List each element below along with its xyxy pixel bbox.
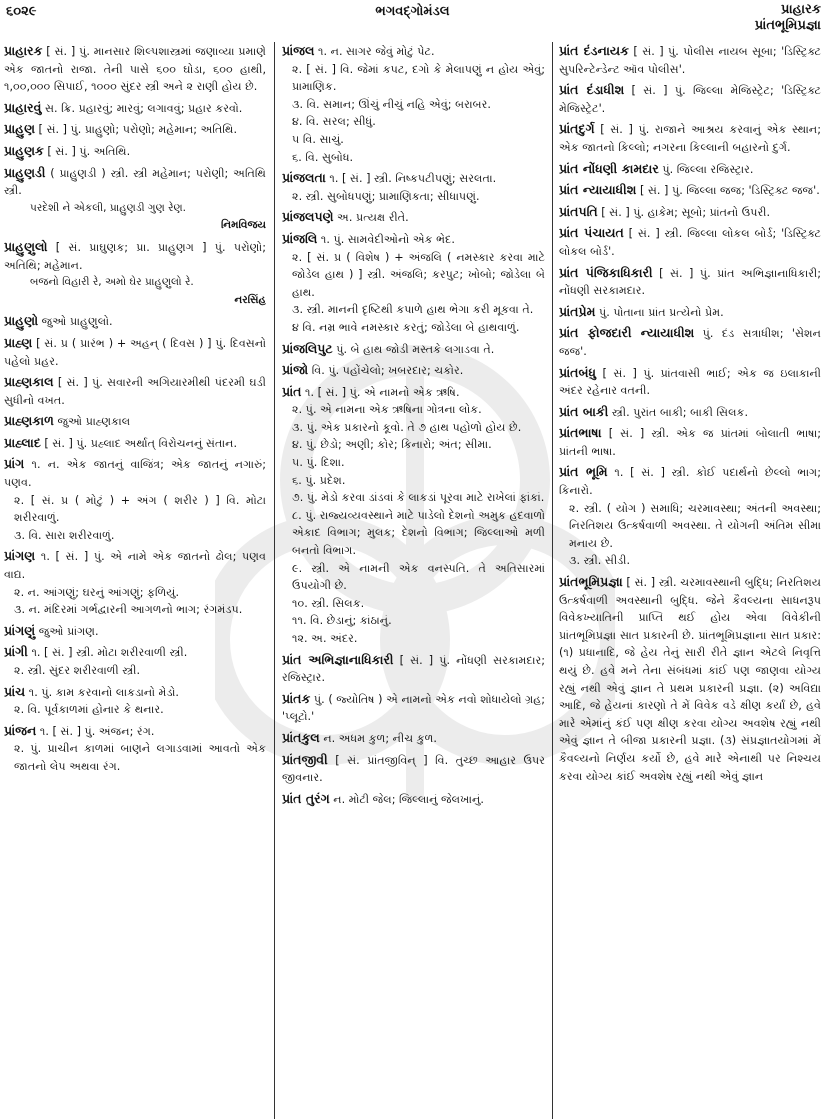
dictionary-entry (559, 264, 821, 300)
entry-definition: ન. અધમ કુળ; નીચ કુળ. (323, 731, 437, 745)
page-header (0, 0, 825, 42)
entry-definition: [ સં. ] પું. હાકેમ; સૂબો; પ્રાંતનો ઉપરી. (601, 205, 771, 219)
entry-headword: પ્રાંગી (4, 644, 28, 660)
entry-headword: પ્રાંતજીવી (282, 751, 328, 767)
entry-definition: ૧. [ સં. ] સ્ત્રી. મોટા શરીરવાળી સ્ત્રી. (31, 646, 188, 660)
column-divider (552, 42, 553, 1119)
dictionary-entry (4, 722, 266, 776)
entry-definition: સ્ત્રી. પુરાંત બાકી; બાકી સિલક. (611, 405, 749, 419)
entry-sense: ૨. વિ. પૂર્વકાળમાં હોનાર કે થનાર. (14, 703, 164, 717)
dictionary-entry (559, 181, 821, 200)
entry-headword: પ્રાંજલતા (282, 170, 326, 186)
entry-headword: પ્રાંગ (4, 456, 25, 472)
dictionary-entry (282, 208, 545, 227)
entry-sense: ૨. પું. એ નામના એક ઋષિના ગોત્રના લોક. (292, 403, 482, 417)
entry-definition: [ સં. ] પું. પ્રાંતવાસી ભાઈ; એક જ ઇલાકાની અંદર રહેનાર વતની. (559, 366, 821, 398)
entry-sense: ૨. [ સં. ] વિ. જેમાં કપટ, દગો કે મેલાપણું ન હોય એવું; પ્રામાણિક. (292, 62, 545, 94)
dictionary-entry (4, 142, 266, 161)
entry-sense: ૫. પું. દિશા. (292, 456, 345, 470)
entry-definition: જુઓ પ્રાહુણુલો. (41, 315, 113, 329)
entry-headword: પ્રાંજલપણે (282, 209, 334, 225)
dictionary-entry (282, 169, 545, 205)
entry-headword: પ્રાંત તુરંગ (282, 790, 330, 806)
entry-definition: [ સં. પ્ર ( પ્રારંભ ) + અહન્ ( દિવસ ) ] પું. દિવસનો પહેલો પ્રહર. (4, 336, 266, 368)
dictionary-entry (4, 434, 266, 453)
entry-definition: [ સં. પ્રાંતજીવિન્ ] વિ. તુચ્છ આહાર ઉપર જીવનાર. (282, 753, 545, 785)
guide-words (755, 2, 821, 34)
entry-headword: પ્રાંજો (282, 362, 309, 378)
entry-quotation: બજનો વિહારી રે, અમો ઘેર પ્રાહુણુલો રે. (30, 276, 194, 289)
entry-definition: [ સં. ] પું. પ્રાહુણો; પરોણો; મહેમાન; અતિથિ. (38, 123, 238, 137)
entry-sense: ૮. પું. રાજ્યવ્યવસ્થાને માટે પાડેલો દેશનો અમુક હદવાળો એકાદ વિભાગ; મુલક; દેશનો વિભાગ; જિલ્લાઓ મળી બનતો વિભાગ. (292, 508, 545, 558)
entry-headword: પ્રાંત દંડનાયક (559, 43, 629, 58)
entry-quotation-author: નરસિંહ (234, 293, 266, 306)
entry-definition: [ સં. ] પું. અતિથિ. (47, 144, 131, 158)
entry-headword: પ્રાહુણુલો (4, 238, 48, 254)
entry-headword: પ્રાંતકુલ (282, 729, 320, 745)
entry-headword: પ્રાહારક (4, 43, 43, 58)
entry-definition: જુઓ પ્રાહ્ણકાલ (57, 415, 131, 429)
dictionary-entry (559, 303, 821, 322)
column-3 (559, 42, 821, 1119)
entry-definition: પું. બે હાથ જોડી મસ્તકે લગાડવા તે. (336, 342, 495, 356)
entry-definition: [ સં. ] પું. સવારની અગિયારમીથી પંદરમી ઘડી સુધીનો વખત. (4, 376, 266, 407)
dictionary-entry (282, 729, 545, 748)
entry-headword: પ્રાંત ફોજદારી ન્યાયાધીશ (559, 325, 695, 341)
entry-quotation: પરદેશી ને એકલી, પ્રાહુણડી ગુણ રેણ. (30, 201, 187, 214)
entry-definition: [ સં. ] પું. માનસાર શિલ્પશાસ્ત્રમાં જણાવ્યા પ્રમાણે એક જાતનો રાજા. તેની પાસે ૬૦૦ ઘોડા, ૬૦૦ હાથી, ૧,૦૦,૦૦૦ સિપાઈ, ૧૦૦૦ સુંદર સ્ત્રી અને ૨ રાણી હોય છે. (4, 45, 266, 94)
entry-sense: ૪. પું. છેડો; અણી; કોર; કિનારો; અંત; સીમા. (292, 438, 492, 452)
dictionary-entry (559, 203, 821, 222)
entry-definition: [ સં. ] સ્ત્રી. ચરમાવસ્થાની બુદ્ધિ; નિરતિશય ઉત્કર્ષવાળી અવસ્થાની બુદ્ધિ. જેને કૈવલ્યના સાધનરૂપ વિવેકખ્યાતિની પ્રાપ્તિ થઈ હોય એવા વિવેકીની પ્રાંતભૂમિપ્રજ્ઞા સાત પ્રકારની છે. પ્રાંતભૂમિપ્રજ્ઞાના સાત પ્રકાર: (૧) પ્રધાનાદિ, જે હેય તેનું સારી રીતે જ્ઞાન એટલે નિવૃત્તિ થયું છે. હવે મને તેના સંબંધમાં કાંઈ પણ જાણવા યોગ્ય રહ્યું નથી એવું જ્ઞાન તે પ્રથમ પ્રકારની પ્રજ્ઞા. (૨) અવિદ્યા આદિ, જે હેયનાં કારણો તે મેં વિવેક વડે ક્ષીણ કર્યાં છે, હવે મારે એમાંનું કંઈ પણ ક્ષીણ કરવા યોગ્ય અવશેષ રહ્યું નથી એવું જ્ઞાન તે બીજા પ્રકારની પ્રજ્ઞા. (૩) સંપ્રજ્ઞાતયોગમાં મેં કૈવલ્યનો નિર્ણય કર્યો છે, હવે મારે એનાથી પર નિશ્ચય કરવા યોગ્ય કાંઈ અવશેષ રહ્યું નથી એવું જ્ઞાન (559, 576, 821, 783)
entry-definition: પું. પોતાના પ્રાંત પ્રત્યેનો પ્રેમ. (598, 305, 724, 319)
dictionary-entry (282, 361, 545, 380)
entry-definition: [ સં. ] સ્ત્રી. એક જ પ્રાંતમાં બોલાતી ભાષા; પ્રાંતની ભાષા. (559, 427, 821, 458)
entry-sense: ૧૦. સ્ત્રી. સિલક. (292, 596, 365, 610)
entry-definition: જુઓ પ્રાંગણ. (38, 624, 99, 638)
entry-definition: ૧. પું. સામવેદીઓનો એક ભેદ. (320, 232, 455, 246)
guide-word-last: પ્રાંતભૂમિપ્રજ્ઞા (754, 18, 821, 33)
entry-definition: પું. દંડ સત્રાધીશ; 'સેશન જજ'. (559, 327, 821, 358)
entry-definition: ૧. [ સં. ] પું. એ નામે એક જાતનો ઢોલ; પણવ વાદ્ય. (4, 550, 266, 582)
entry-headword: પ્રાંત (282, 383, 302, 399)
entry-headword: પ્રાંત બાકી (559, 403, 609, 419)
dictionary-entry (282, 790, 545, 809)
entry-headword: પ્રાહ્ણકાલ (4, 374, 54, 390)
dictionary-entry (559, 160, 821, 179)
entry-definition: [ સં. ] પું. રાજાને આશ્રય કરવાનું એક સ્થાન; એક જાતનો કિલ્લો; નગરના કિલ્લાની બહારનો દુર્ગ. (559, 123, 821, 154)
dictionary-entry (559, 463, 821, 570)
entry-headword: પ્રાંત પંચાયત (559, 225, 624, 241)
entry-headword: પ્રાહ્લાદ (4, 434, 41, 450)
entry-definition: ૧. ન. સાગર જેવું મોટું પેટ. (318, 45, 435, 58)
entry-sense: ૨. સ્ત્રી. સુંદર શરીરવાળી સ્ત્રી. (14, 664, 141, 677)
dictionary-entry (559, 120, 821, 156)
entry-headword: પ્રાંતપ્રેમ (559, 303, 596, 319)
column-1 (4, 42, 266, 1119)
text-columns (0, 42, 825, 1119)
entry-sense: ૫ વિ. સાચું. (292, 132, 344, 146)
entry-definition: પું. ( જ્યોતિષ ) એ નામનો એક નવો શોધાયેલો ગ્રહ; 'પ્લૂટો.' (282, 692, 545, 724)
entry-headword: પ્રાંત ભૂમિ (559, 464, 608, 480)
entry-headword: પ્રાંતદુર્ગ (559, 121, 595, 137)
entry-sense: ૪. વિ. સરલ; સીધું. (292, 115, 376, 129)
entry-sense: ૬. પું. પ્રદેશ. (292, 473, 346, 487)
entry-headword: પ્રાહુણ (4, 121, 35, 137)
dictionary-entry (282, 383, 545, 648)
entry-sense: ૯. સ્ત્રી. એ નામની એક વનસ્પતિ. તે અતિસારમાં ઉપયોગી છે. (292, 561, 545, 593)
entry-sense: ૨. [ સં. પ્ર ( મોટું ) + અંગ ( શરીર ) ] વિ. મોટા શરીરવાળું. (14, 493, 266, 525)
running-title: ભગવદ્ગોમંડલ (375, 4, 450, 19)
column-2 (282, 42, 545, 1119)
entry-headword: પ્રાંગણું (4, 622, 36, 638)
entry-headword: પ્રાંજલિપુટ (282, 340, 333, 356)
dictionary-entry (282, 42, 545, 166)
dictionary-entry (4, 373, 266, 409)
entry-definition: ૧. [ સં. ] સ્ત્રી. કોઈ પદાર્થનો છેલ્લો ભાગ; કિનારો. (559, 466, 821, 498)
entry-sense: ૧૨. અ. અંદર. (292, 632, 358, 645)
entry-definition: ૧. [ સં. ] પું. એ નામનો એક ઋષિ. (305, 385, 460, 399)
entry-sense: ૨. સ્ત્રી. ( યોગ ) સમાધિ; ચરમાવસ્થા; અંતની અવસ્થા; નિરતિશય ઉત્કર્ષવાળી અવસ્થા. તે યોગની અંતિમ સીમા મનાય છે. (569, 501, 821, 550)
dictionary-entry (559, 42, 821, 78)
entry-definition: [ સં. પ્રાઘુણક; પ્રા. પ્રાહુણગ ] પું. પરોણો; અતિથિ; મહેમાન. (4, 240, 266, 272)
dictionary-entry (282, 340, 545, 359)
entry-sense: ૩. સ્ત્રી. માનની દૃષ્ટિથી કપાળે હાથ ભેગા કરી મૂકવા તે. (292, 303, 534, 317)
entry-definition: [ સં. ] પું. જિલ્લા જજ; 'ડિસ્ટ્રિક્ટ જજ'. (639, 184, 820, 198)
page-number: ૬૦૨૯ (6, 4, 37, 19)
entry-sense: ૨. પું. પ્રાચીન કાળમાં બાણને લગાડવામાં આવતો એક જાતનો લેપ અથવા રંગ. (14, 742, 266, 773)
dictionary-entry (4, 238, 266, 309)
entry-sense: ૨. ન. આંગણું; ઘરનું આંગણું; ફળિયું. (14, 585, 180, 599)
dictionary-entry (4, 42, 266, 96)
dictionary-entry (4, 334, 266, 370)
dictionary-entry (559, 364, 821, 400)
entry-definition: ૧. પું. કામ કરવાનો લાકડાનો મેડો. (28, 685, 179, 699)
dictionary-entry (559, 403, 821, 422)
column-divider (274, 42, 275, 1119)
entry-definition: ન. મોટી જેલ; જિલ્લાનું જેલખાનું. (333, 792, 484, 806)
entry-sense: ૭. પું. મેડો કરવા ડાંડવાં કે લાકડાં પૂરવા માટે રાખેલાં ફાંકાં. (292, 491, 545, 505)
dictionary-entry (559, 324, 821, 360)
entry-headword: પ્રાહારવું (4, 99, 42, 115)
entry-sense: ૩. ન. મંદિરમાં ગર્ભદ્વારની આગળનો ભાગ; રંગમંડપ. (14, 603, 243, 617)
dictionary-entry (4, 643, 266, 679)
entry-sense: ૧૧. વિ. છેડાનું; કાંઠાનું. (292, 614, 392, 628)
entry-definition: ૧. [ સં. ] સ્ત્રી. નિષ્કપટીપણું; સરલતા. (329, 172, 497, 186)
entry-definition: ૧. [ સં. ] પું. અંજન; રંગ. (39, 724, 155, 738)
entry-headword: પ્રાંત દંડાધીશ (559, 82, 625, 98)
dictionary-entry (282, 690, 545, 726)
entry-headword: પ્રાંત ન્યાયાધીશ (559, 182, 637, 198)
entry-sense: ૩. વિ. સારા શરીરવાળું. (14, 528, 115, 542)
entry-definition: પું. જિલ્લા રજિસ્ટ્રાર. (662, 162, 754, 176)
entry-definition: ( પ્રાહુણડી ) સ્ત્રી. સ્ત્રી મહેમાન; પરોણી; અતિથિ સ્ત્રી. (4, 166, 266, 198)
dictionary-entry (559, 424, 821, 460)
entry-definition: વિ. પું. પહોંચેલો; ખબરદાર; ચકોર. (311, 364, 464, 378)
entry-headword: પ્રાંજલ (282, 43, 315, 58)
entry-sense: ૨. [ સં. પ્ર ( વિશેષ ) + અંજલિ ( નમસ્કાર કરવા માટે જોડેલ હાથ ) ] સ્ત્રી. અંજલિ; કરપુટ; ખોબો; જોડેલા બે હાથ. (292, 250, 545, 299)
entry-headword: પ્રાહ્ણકાળ (4, 413, 54, 429)
dictionary-entry (4, 312, 266, 331)
entry-definition: ૧. ન. એક જાતનું વાજિંત્ર; એક જાતનું નગારું; પણવ. (4, 458, 266, 490)
dictionary-entry (4, 455, 266, 544)
entry-quotation-author: નિમવિજય (220, 219, 266, 232)
entry-sense: ૩. પું. એક પ્રકારનો કૂવો. તે ૭ હાથ પહોળો હોય છે. (292, 420, 522, 434)
entry-sense: ૪ વિ. નમ્ર ભાવે નમસ્કાર કરતું; જોડેલા બે હાથવાળું. (292, 320, 520, 334)
dictionary-entry (4, 120, 266, 139)
entry-sense: ૨. સ્ત્રી. સુબોધપણું; પ્રામાણિકતા; સીધાપણું. (292, 189, 480, 203)
entry-headword: પ્રાંજલિ (282, 230, 318, 246)
dictionary-entry (4, 412, 266, 431)
dictionary-entry (282, 651, 545, 687)
entry-headword: પ્રાહુણડી (4, 164, 46, 180)
entry-headword: પ્રાંગણ (4, 548, 36, 564)
guide-word-first: પ્રાહારક (781, 2, 821, 17)
entry-definition: [ સં. ] સ્ત્રી. જિલ્લા લોકલ બોર્ડ; 'ડિસ્ટ્રિક્ટ લોકલ બોર્ડ'. (559, 227, 821, 258)
entry-definition: અ. પ્રત્યક્ષ રીતે. (337, 211, 409, 225)
entry-headword: પ્રાંતભાષા (559, 425, 602, 441)
entry-definition: [ સં. ] પું. પ્રાંત અભિજ્ઞાનાધિકારી; નોંધણી સરકામદાર. (559, 266, 821, 298)
entry-headword: પ્રાંતક (282, 690, 311, 706)
entry-definition: [ સં. ] પું. પ્રહ્લાદ અર્થાત્ વિરોચનનું સંતાન. (44, 436, 238, 450)
entry-headword: પ્રાંજન (4, 722, 37, 738)
dictionary-entry (559, 224, 821, 260)
dictionary-entry (559, 81, 821, 117)
entry-headword: પ્રાંતભૂમિપ્રજ્ઞા (559, 574, 623, 590)
dictionary-entry (4, 683, 266, 719)
entry-sense: ૩. સ્ત્રી. સીડી. (569, 554, 631, 568)
dictionary-entry (4, 547, 266, 618)
entry-sense: ૩. વિ. સમાન; ઊંચું નીચું નહિ એવું; બરાબર. (292, 97, 491, 111)
entry-definition: [ સં. ] પું. નોંધણી સરકામદાર; રજિસ્ટ્રાર. (282, 653, 545, 685)
dictionary-entry (4, 622, 266, 641)
dictionary-entry (282, 230, 545, 337)
dictionary-entry (282, 751, 545, 787)
entry-headword: પ્રાંત અભિજ્ઞાનાધિકારી (282, 651, 394, 667)
entry-headword: પ્રાહુણક (4, 142, 44, 158)
entry-headword: પ્રાંત નોંધણી કામદાર (559, 160, 659, 176)
dictionary-entry (4, 164, 266, 235)
entry-headword: પ્રાહ્ણ (4, 334, 33, 350)
entry-definition: સ. ક્રિ. પ્રહારવું; મારવું; લગાવવું; પ્રહાર કરવો. (44, 101, 243, 115)
entry-headword: પ્રાંતપતિ (559, 203, 598, 219)
dictionary-entry (4, 99, 266, 118)
entry-definition: [ સં. ] પું. જિલ્લા મેજિસ્ટ્રેટ; 'ડિસ્ટ્રિક્ટ મેજિસ્ટ્રેટ'. (559, 84, 821, 115)
entry-headword: પ્રાંચ (4, 683, 26, 699)
entry-headword: પ્રાંતબંધુ (559, 364, 597, 380)
entry-headword: પ્રાંત પંજિકાધિકારી (559, 264, 653, 280)
entry-sense: ૬. વિ. સુબોધ. (292, 150, 354, 164)
entry-headword: પ્રાહુણો (4, 313, 39, 329)
entry-definition: [ સં. ] પું. પોલીસ નાયબ સૂબા; 'ડિસ્ટ્રિક્ટ સુપરિન્ટેન્ડેન્ટ ઑવ પોલીસ'. (559, 45, 821, 76)
dictionary-entry (559, 573, 821, 785)
